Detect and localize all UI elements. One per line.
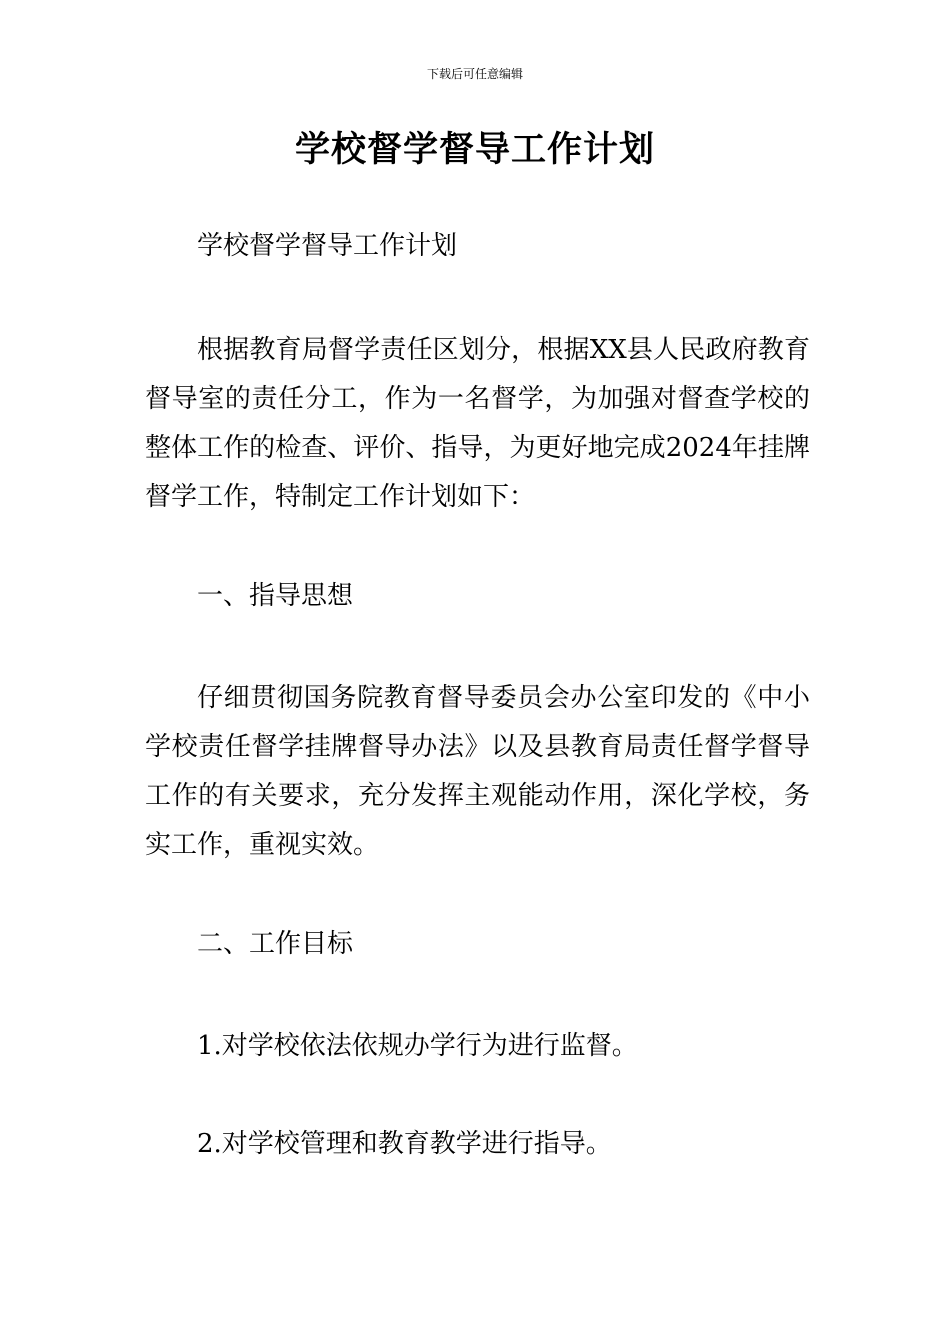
- document-title: 学校督学督导工作计划: [294, 130, 655, 170]
- subtitle-paragraph: 学校督学督导工作计划: [197, 231, 458, 261]
- section1-heading: 一、指导思想: [197, 581, 354, 611]
- section1-body: 仔细贯彻国务院教育督导委员会办公室印发的《中小学校责任督学挂牌督导办法》以及县教育局责任督学督导工作的有关要求，充分发挥主观能动作用，深化学校，务实工作，重视实效。: [145, 683, 810, 860]
- header-note: 下载后可任意编辑: [426, 67, 523, 81]
- goal-item-2: 2.对学校管理和教育教学进行指导。: [197, 1129, 612, 1159]
- section2-heading: 二、工作目标: [197, 929, 354, 959]
- goal-item-1: 1.对学校依法依规办学行为进行监督。: [197, 1031, 638, 1061]
- intro-paragraph: 根据教育局督学责任区划分，根据XX县人民政府教育督导室的责任分工，作为一名督学，为加强对督查学校的整体工作的检查、评价、指导，为更好地完成2024年挂牌督学工作，特制定工作计划如下：: [145, 335, 810, 512]
